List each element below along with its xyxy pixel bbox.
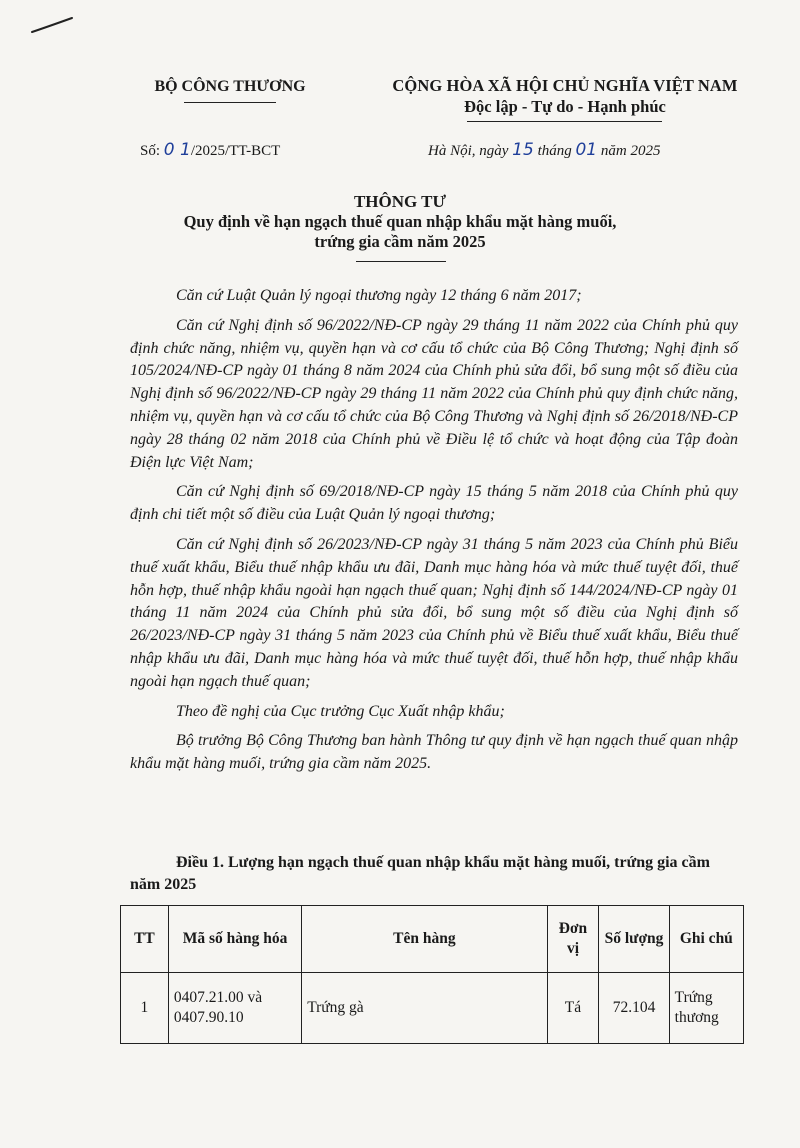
preamble-paragraph: Bộ trưởng Bộ Công Thương ban hành Thông tư quy định về hạn ngạch thuế quan nhập khẩu mặt hàng muối, trứng gia cầm năm 2025.: [130, 732, 738, 773]
cell-name: Trứng gà: [302, 973, 547, 1044]
preamble: [130, 285, 738, 783]
national-heading: [370, 76, 760, 117]
col-header-unit: Đơn vị: [547, 906, 599, 973]
agency-underline: [184, 102, 276, 103]
col-header-tt: TT: [121, 906, 169, 973]
document-number: [140, 140, 280, 160]
date-part3: năm 2025: [600, 143, 661, 159]
preamble-paragraph: Căn cứ Nghị định số 26/2023/NĐ-CP ngày 31 tháng 5 năm 2023 của Chính phủ Biểu thuế xuất khẩu, Biểu thuế nhập khẩu ưu đãi, Danh mục hàng hóa và mức thuế tuyệt đối, thuế hỗn hợp, thuế nhập khẩu ngoài hạn ngạch thuế quan; Nghị định số 144/2024/NĐ-CP ngày 01 tháng 11 năm 2024 của Chính phủ sửa đổi, bổ sung một số điều của Nghị định số 26/2023/NĐ-CP ngày 31 tháng 5 năm 2023 của Chính phủ về Biểu thuế xuất khẩu, Biểu thuế nhập khẩu ưu đãi, Danh mục hàng hóa và mức thuế tuyệt đối, thuế hỗn hợp, thuế nhập khẩu ngoài hạn ngạch thuế quan;: [130, 535, 738, 690]
cell-note: Trứng thương: [669, 973, 743, 1044]
national-motto: Độc lập - Tự do - Hạnh phúc: [464, 97, 666, 116]
nation-name: CỘNG HÒA XÃ HỘI CHỦ NGHĨA VIỆT NAM: [392, 76, 738, 95]
place-date: [428, 140, 660, 160]
number-suffix: /2025/TT-BCT: [190, 143, 281, 159]
preamble-paragraph: Theo đề nghị của Cục trưởng Cục Xuất nhập khẩu;: [176, 702, 505, 720]
col-header-code: Mã số hàng hóa: [168, 906, 301, 973]
preamble-paragraph: Căn cứ Luật Quản lý ngoại thương ngày 12 tháng 6 năm 2017;: [176, 287, 582, 304]
document-type: THÔNG TƯ: [353, 192, 447, 211]
date-month: 01: [575, 140, 598, 160]
cell-tt: 1: [121, 973, 169, 1044]
issuing-agency: BỘ CÔNG THƯƠNG: [154, 78, 306, 95]
cell-code: 0407.21.00 và 0407.90.10: [168, 973, 301, 1044]
preamble-paragraph: Căn cứ Nghị định số 69/2018/NĐ-CP ngày 15 tháng 5 năm 2018 của Chính phủ quy định chi tiết một số điều của Luật Quản lý ngoại thương;: [130, 483, 738, 524]
col-header-qty: Số lượng: [599, 906, 669, 973]
document-title: Quy định về hạn ngạch thuế quan nhập khẩu mặt hàng muối, trứng gia cầm năm 2025: [183, 212, 617, 251]
date-part2: tháng: [537, 143, 572, 159]
cell-qty: 72.104: [599, 973, 669, 1044]
date-day: 15: [512, 140, 534, 160]
number-prefix: Số:: [140, 143, 161, 159]
date-part1: Hà Nội, ngày: [428, 143, 509, 159]
title-underline: [356, 261, 446, 262]
cell-unit: Tá: [547, 973, 599, 1044]
col-header-note: Ghi chú: [669, 906, 743, 973]
motto-underline: [467, 121, 662, 122]
col-header-name: Tên hàng: [302, 906, 547, 973]
number-handwritten: 0 1: [163, 140, 191, 160]
pen-mark-icon: [28, 14, 76, 40]
table-row: [121, 973, 744, 1044]
article-1-heading: Điều 1. Lượng hạn ngạch thuế quan nhập khẩu mặt hàng muối, trứng gia cầm năm 2025: [130, 854, 710, 893]
preamble-paragraph: Căn cứ Nghị định số 96/2022/NĐ-CP ngày 29 tháng 11 năm 2022 của Chính phủ quy định chức năng, nhiệm vụ, quyền hạn và cơ cấu tổ chức của Bộ Công Thương; Nghị định số 105/2024/NĐ-CP ngày 01 tháng 8 năm 2024 của Chính phủ sửa đổi, bổ sung một số điều của Nghị định số 96/2022/NĐ-CP ngày 29 tháng 11 năm 2022 của Chính phủ quy định chức năng, nhiệm vụ, quyền hạn và cơ cấu tổ chức của Bộ Công Thương và Nghị định số 26/2018/NĐ-CP ngày 28 tháng 02 năm 2018 của Chính phủ về Điều lệ tổ chức và hoạt động của Tập đoàn Điện lực Việt Nam;: [130, 316, 738, 471]
quota-table: [120, 905, 744, 1044]
table-header-row: [121, 906, 744, 973]
